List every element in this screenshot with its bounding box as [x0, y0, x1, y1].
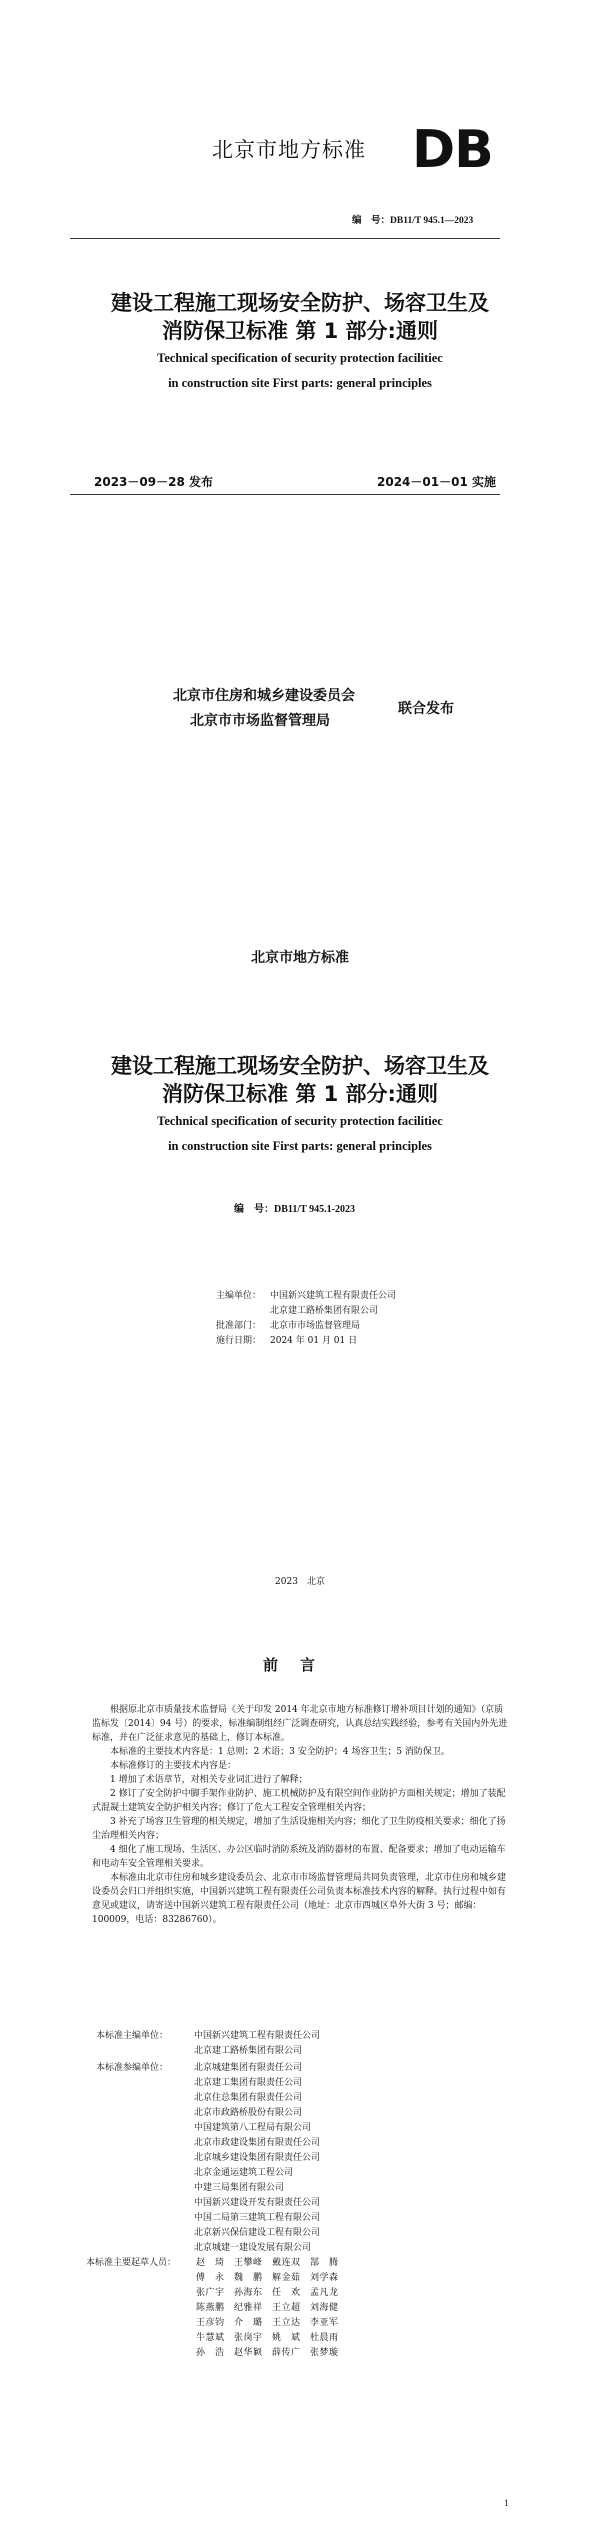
joint-release: 联合发布	[398, 701, 454, 717]
info-value: 中国新兴建筑工程有限责任公司	[270, 1291, 397, 1301]
info-label: 批准部门：	[216, 1321, 262, 1331]
participate-unit: 北京金通运建筑工程公司	[194, 2168, 294, 2178]
title-page-title-cn-line1: 建设工程施工现场安全防护、场容卫生及	[111, 1054, 489, 1078]
cover-bottom-rule	[70, 494, 500, 495]
cover-title-cn-line1: 建设工程施工现场安全防护、场容卫生及	[111, 291, 489, 315]
title-page-title-cn-line2: 消防保卫标准 第 1 部分:通则	[162, 1082, 438, 1106]
info-row-editor	[216, 1289, 396, 1304]
participate-unit: 北京建工集团有限责任公司	[194, 2078, 303, 2088]
participate-unit: 中国建筑第八工程局有限公司	[194, 2123, 312, 2133]
preface-body	[92, 1703, 512, 1927]
cover-top-rule	[70, 238, 500, 239]
participate-unit: 北京住总集团有限责任公司	[194, 2093, 303, 2103]
cover-title-cn-line2: 消防保卫标准 第 1 部分:通则	[162, 319, 438, 343]
title-page-title-en-line1: Technical specification of security protection facilitiec	[157, 1114, 443, 1128]
drafters-line: 陈燕鹏 纪雅祥 王立超 刘海健	[196, 2303, 339, 2313]
drafters-line: 张广宇 孙海东 任 欢 孟凡龙	[196, 2288, 339, 2298]
drafters-label: 本标准主要起草人员：	[86, 2258, 177, 2268]
preface-paragraph: 本标准由北京市住房和城乡建设委员会、北京市市场监督管理局共同负责管理，北京市住房和城乡建设委员会归口并组织实施，中国新兴建筑工程有限责任公司负责本标准技术内容的解释。执行过程中如有意见或建议，请寄送中国新兴建筑工程有限责任公司（地址：北京市西城区阜外大街 3 号；邮编：100009，电话：83286760）。	[92, 1873, 507, 1925]
cover-number-value: DB11/T 945.1—2023	[390, 216, 474, 226]
preface-paragraph: 本标准修订的主要技术内容是：	[110, 1761, 237, 1771]
preface-paragraph: 根据原北京市质量技术监督局《关于印发 2014 年北京市地方标准修订增补项目计划的通知》（京质监标发〔2014〕94 号）的要求，标准编制组经广泛调查研究，认真总结实践经验，参考有关国内外先进标准，并在广泛征求意见的基础上，修订本标准。	[92, 1705, 508, 1743]
title-page-title-en-line2: in construction site First parts: general principles	[168, 1139, 432, 1153]
info-label: 主编单位：	[216, 1291, 262, 1301]
chief-units-label: 本标准主编单位：	[96, 2031, 169, 2041]
drafters-line: 王彦钧 介 璐 王立达 李亚军	[196, 2318, 339, 2328]
info-label: 施行日期：	[216, 1336, 262, 1346]
chief-units-block	[96, 2029, 416, 2061]
preface-paragraph: 3 补充了场容卫生管理的相关规定，增加了生活设施相关内容；细化了卫生防疫相关要求；细化了扬尘治理相关内容；	[92, 1817, 506, 1841]
drafters-line: 牛慧斌 张岗宇 姚 斌 杜晨雨	[196, 2333, 339, 2343]
cover-title-en-line2: in construction site First parts: general principles	[168, 376, 432, 390]
implement-date: 2024－01－01 实施	[377, 475, 496, 489]
title-page-standard-number	[234, 1200, 355, 1215]
title-page-standard-type: 北京市地方标准	[251, 950, 349, 966]
title-page-place-year: 2023 北京	[275, 1577, 325, 1587]
chief-unit: 北京建工路桥集团有限公司	[194, 2046, 303, 2056]
issue-date: 2023－09－28 发布	[94, 475, 213, 489]
cover-title-en-line1: Technical specification of security protection facilitiec	[157, 351, 443, 365]
preface-title: 前言	[262, 1656, 337, 1674]
participate-unit: 北京市政建设集团有限责任公司	[194, 2138, 321, 2148]
info-value: 北京建工路桥集团有限公司	[270, 1306, 379, 1316]
participate-unit: 北京城建集团有限责任公司	[194, 2063, 303, 2073]
participate-unit: 中建三局集团有限公司	[194, 2183, 285, 2193]
title-page-number-label: 编 号：	[234, 1204, 274, 1215]
drafters-line: 赵 琦 王攀峰 戴连双 郜 腾	[196, 2258, 339, 2268]
preface-paragraph: 2 修订了安全防护中脚手架作业防护、施工机械防护及有限空间作业防护方面相关规定；增加了装配式混凝土建筑安全防护相关内容；修订了危大工程安全管理相关内容；	[92, 1789, 506, 1813]
db-logo: DB	[412, 120, 493, 180]
participate-unit: 北京城乡建设集团有限责任公司	[194, 2153, 321, 2163]
cover-number-label: 编 号：	[352, 216, 391, 226]
participate-unit: 北京市政路桥股份有限公司	[194, 2108, 303, 2118]
participate-units-block	[96, 2061, 416, 2261]
info-value: 北京市市场监督管理局	[270, 1321, 361, 1331]
drafters-line: 孙 浩 赵华颖 薛传广 张梦璇	[196, 2348, 339, 2358]
cover-standard-number	[352, 212, 473, 226]
preface-paragraph: 1 增加了术语章节，对相关专业词汇进行了解释；	[110, 1775, 308, 1785]
info-row-effective-date	[216, 1334, 396, 1349]
chief-unit: 中国新兴建筑工程有限责任公司	[194, 2031, 321, 2041]
participate-unit: 中国新兴建设开发有限责任公司	[194, 2198, 321, 2208]
preface-paragraph: 4 细化了施工现场、生活区、办公区临时消防系统及消防器材的布置、配备要求；增加了电动运输车和电动车安全管理相关要求。	[92, 1845, 506, 1869]
info-value: 2024 年 01 月 01 日	[270, 1336, 358, 1346]
participate-unit: 北京城建一建设发展有限公司	[194, 2243, 312, 2253]
cover-standard-type: 北京市地方标准	[212, 138, 366, 162]
issuer-housing-commission: 北京市住房和城乡建设委员会	[173, 688, 355, 704]
info-row-approver	[216, 1319, 396, 1334]
participate-units-label: 本标准参编单位：	[96, 2063, 169, 2073]
drafters-list	[196, 2256, 339, 2361]
title-page-number-value: DB11/T 945.1-2023	[274, 1204, 355, 1215]
page-number: 1	[504, 2499, 510, 2508]
drafters-line: 傅 永 魏 鹏 解金茹 刘学森	[196, 2273, 339, 2283]
participate-unit: 中国二局第三建筑工程有限公司	[194, 2213, 321, 2223]
issuer-market-regulation: 北京市市场监督管理局	[190, 713, 330, 729]
participate-unit: 北京新兴保信建设工程有限公司	[194, 2228, 321, 2238]
title-page-info-block	[216, 1289, 396, 1349]
info-row-editor2	[216, 1304, 396, 1319]
preface-paragraph: 本标准的主要技术内容是：1 总则；2 术语；3 安全防护；4 场容卫生；5 消防保卫。	[110, 1747, 450, 1757]
